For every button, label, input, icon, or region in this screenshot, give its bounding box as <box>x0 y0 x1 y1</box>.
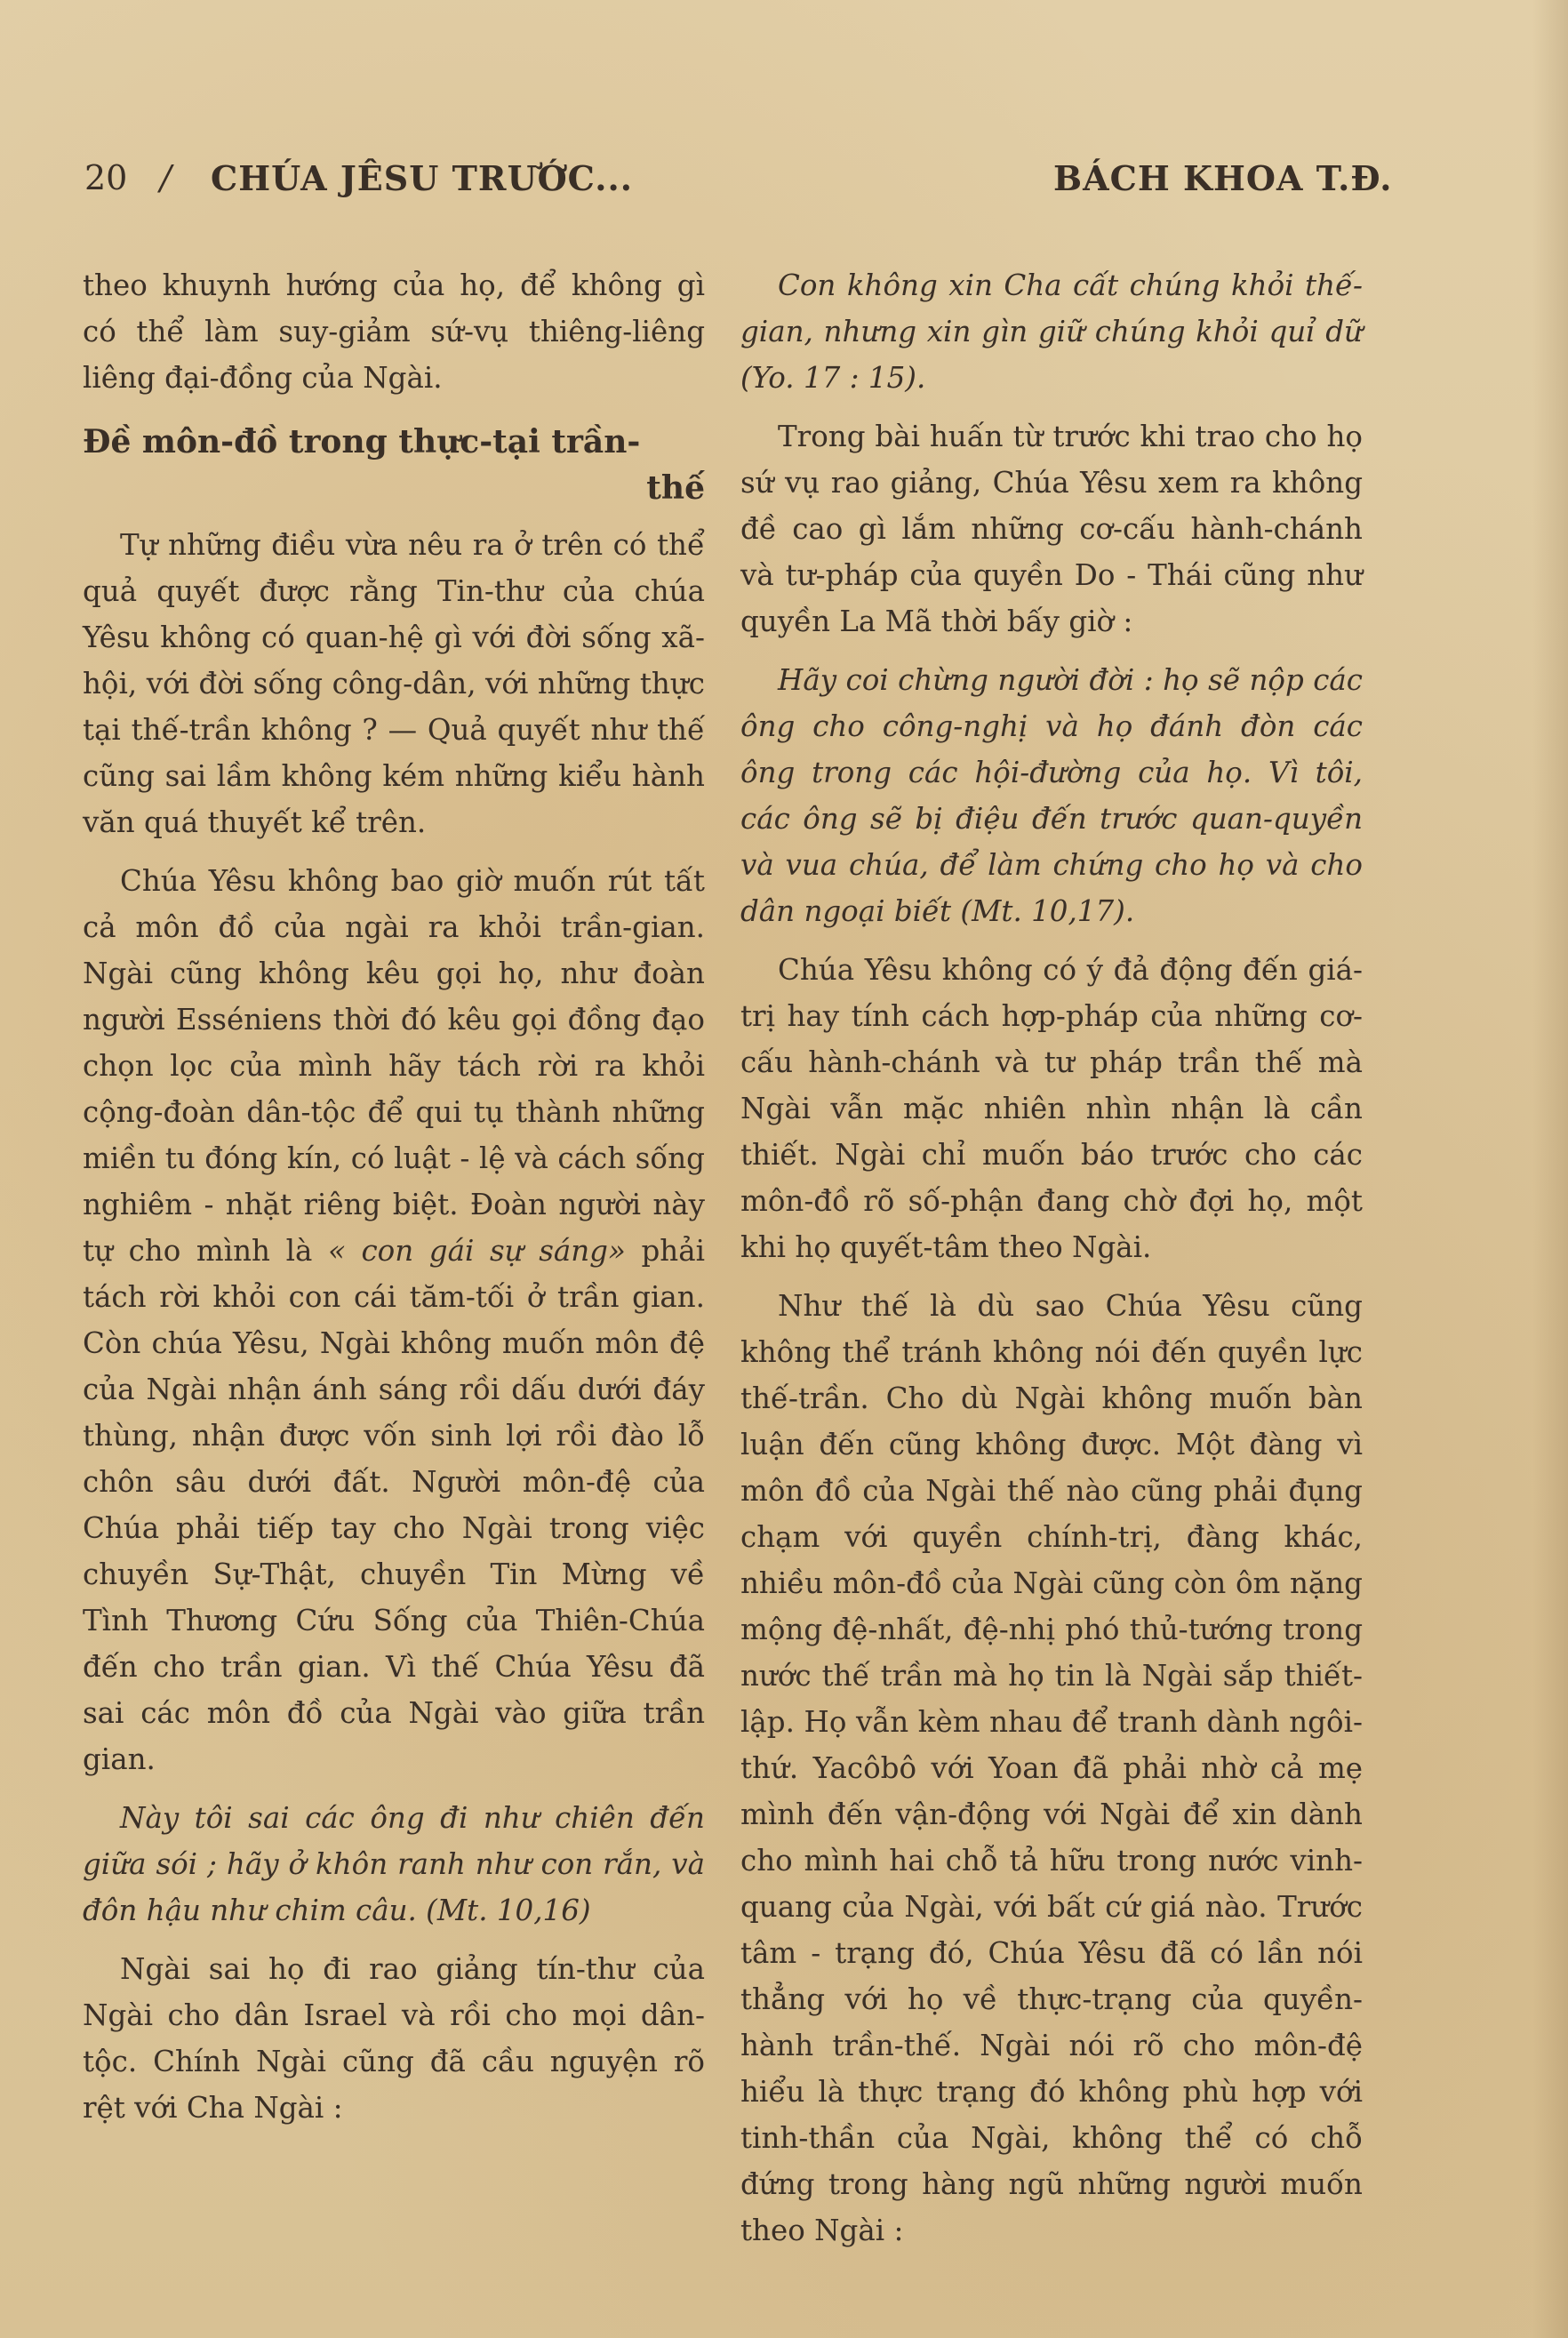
running-title: CHÚA JÊSU TRƯỚC... <box>211 158 633 198</box>
paragraph-text: Chúa Yêsu không bao giờ muốn rút tất cả môn đồ của ngài ra khỏi trần-gian. Ngài cũng không kêu gọi họ, như đoàn người Esséniens thời đó kêu gọi đồng đạo chọn lọc của mình hãy tách rời ra khỏi cộng-đoàn dân-tộc để qui tụ thành những miền tu đóng kín, có luật - lệ và cách sống nghiêm - nhặt riêng biệt. Đoàn người này tự cho mình là <box>83 864 705 1268</box>
paragraph: Ngài sai họ đi rao giảng tín-thư của Ngài cho dân Israel và rồi cho mọi dân-tộc. Chính Ngài cũng đã cầu nguyện rõ rệt với Cha Ngài : <box>83 1952 705 2125</box>
paragraph: Chúa Yêsu không có ý đả động đến giá-trị hay tính cách hợp-pháp của những cơ-cấu hành-chánh và tư pháp trần thế mà Ngài vẫn mặc nhiên nhìn nhận là cần thiết. Ngài chỉ muốn báo trước cho các môn-đồ rõ số-phận đang chờ đợi họ, một khi họ quyết-tâm theo Ngài. <box>740 953 1363 1264</box>
left-column <box>83 262 705 2143</box>
paragraph <box>83 858 705 1782</box>
scripture-quote: Này tôi sai các ông đi như chiên đến giữa sói ; hãy ở khôn ranh như con rắn, và đôn hậu như chim câu. (Mt. 10,16) <box>83 1801 705 1927</box>
inline-quote: « con gái sự sáng» <box>327 1234 626 1268</box>
header-separator: / <box>160 158 172 197</box>
section-heading <box>83 419 705 511</box>
journal-title: BÁCH KHOA T.Đ. <box>1053 158 1393 198</box>
paragraph-text: phải tách rời khỏi con cái tăm-tối ở trần gian. Còn chúa Yêsu, Ngài không muốn môn đệ của Ngài nhận ánh sáng rồi dấu dưới đáy thùng, nhận được vốn sinh lợi rồi đào lỗ chôn sâu dưới đất. Người môn-đệ của Chúa phải tiếp tay cho Ngài trong việc chuyền Sự-Thật, chuyền Tin Mừng về Tình Thương Cứu Sống của Thiên-Chúa đến cho trần gian. Vì thế Chúa Yêsu đã sai các môn đồ của Ngài vào giữa trần gian. <box>83 1234 705 1776</box>
paragraph: Như thế là dù sao Chúa Yêsu cũng không thể tránh không nói đến quyền lực thế-trần. Cho dù Ngài không muốn bàn luận đến cũng không được. Một đàng vì môn đồ của Ngài thế nào cũng phải đụng chạm với quyền chính-trị, đàng khác, nhiều môn-đồ của Ngài cũng còn ôm nặng mộng đệ-nhất, đệ-nhị phó thủ-tướng trong nước thế trần mà họ tin là Ngài sắp thiết-lập. Họ vẫn kèm nhau để tranh dành ngôi-thứ. Yacôbô với Yoan đã phải nhờ cả mẹ mình đến vận-động với Ngài để xin dành cho mình hai chỗ tả hữu trong nước vinh-quang của Ngài, với bất cứ giá nào. Trước tâm - trạng đó, Chúa Yêsu đã có lần nói thẳng với họ về thực-trạng của quyền-hành trần-thế. Ngài nói rõ cho môn-đệ hiểu là thực trạng đó không phù hợp với tinh-thần của Ngài, không thể có chỗ đứng trong hàng ngũ những người muốn theo Ngài : <box>740 1289 1363 2247</box>
paragraph: theo khuynh hướng của họ, để không gì có thể làm suy-giảm sứ-vụ thiêng-liêng liêng đại-đồng của Ngài. <box>83 268 705 395</box>
paragraph: Trong bài huấn từ trước khi trao cho họ sứ vụ rao giảng, Chúa Yêsu xem ra không đề cao gì lắm những cơ-cấu hành-chánh và tư-pháp của quyền Do - Thái cũng như quyền La Mã thời bấy giờ : <box>740 420 1363 638</box>
scripture-quote: Hãy coi chừng người đời : họ sẽ nộp các ông cho công-nghị và họ đánh đòn các ông trong các hội-đường của họ. Vì tôi, các ông sẽ bị điệu đến trước quan-quyền và vua chúa, để làm chứng cho họ và cho dân ngoại biết (Mt. 10,17). <box>740 663 1363 928</box>
page-number: 20 <box>84 158 128 197</box>
paragraph: Tự những điều vừa nêu ra ở trên có thể quả quyết được rằng Tin-thư của chúa Yêsu không có quan-hệ gì với đời sống xã-hội, với đời sống công-dân, với những thực tại thế-trần không ? — Quả quyết như thế cũng sai lầm không kém những kiểu hành văn quá thuyết kể trên. <box>83 528 705 839</box>
scripture-quote: Con không xin Cha cất chúng khỏi thế-gian, nhưng xin gìn giữ chúng khỏi quỉ dữ (Yo. 17 : 15). <box>740 268 1363 395</box>
page-header <box>84 158 1507 212</box>
section-heading-line1: Đề môn-đồ trong thực-tại trần- <box>83 423 641 460</box>
right-column <box>740 262 1363 2266</box>
section-heading-line2: thế <box>646 469 705 507</box>
